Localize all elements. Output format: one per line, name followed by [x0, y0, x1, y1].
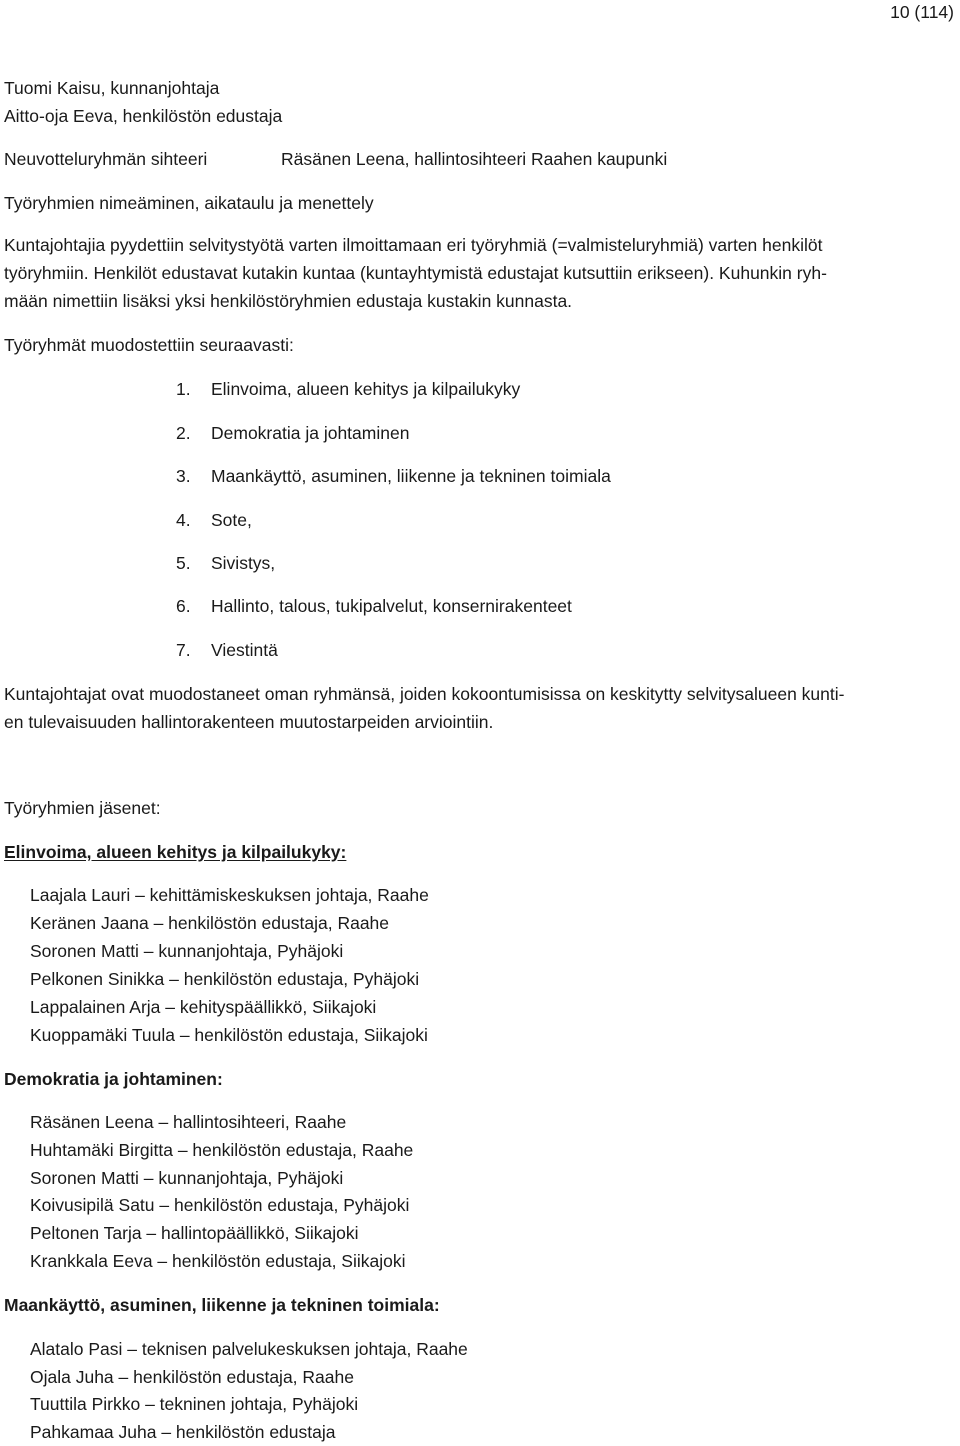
list-number: 6. — [176, 596, 191, 616]
participant-line: Aitto-oja Eeva, henkilöstön edustaja — [4, 106, 283, 126]
member-line: Pelkonen Sinikka – henkilöstön edustaja, Pyhäjoki — [30, 969, 420, 989]
secretary-name: Räsänen Leena, hallintosihteeri Raahen kaupunki — [281, 149, 668, 169]
list-item: Hallinto, talous, tukipalvelut, konsernirakenteet — [211, 596, 572, 616]
group-title: Maankäyttö, asuminen, liikenne ja tekninen toimiala: — [4, 1295, 440, 1315]
members-heading: Työryhmien jäsenet: — [4, 798, 161, 818]
groups-intro: Työryhmät muodostettiin seuraavasti: — [4, 335, 294, 355]
member-line: Krankkala Eeva – henkilöstön edustaja, Siikajoki — [30, 1251, 406, 1271]
member-line: Alatalo Pasi – teknisen palvelukeskuksen johtaja, Raahe — [30, 1339, 468, 1359]
list-number: 4. — [176, 510, 191, 530]
list-number: 3. — [176, 466, 191, 486]
list-item: Elinvoima, alueen kehitys ja kilpailukyky — [211, 379, 521, 399]
group-title: Demokratia ja johtaminen: — [4, 1069, 223, 1089]
list-number: 7. — [176, 640, 191, 660]
member-line: Keränen Jaana – henkilöstön edustaja, Raahe — [30, 913, 390, 933]
paragraph-line: en tulevaisuuden hallintorakenteen muutostarpeiden arviointiin. — [4, 712, 494, 732]
paragraph-line: mään nimettiin lisäksi yksi henkilöstöryhmien edustaja kustakin kunnasta. — [4, 291, 573, 311]
member-line: Pahkamaa Juha – henkilöstön edustaja — [30, 1422, 336, 1442]
list-item: Maankäyttö, asuminen, liikenne ja tekninen toimiala — [211, 466, 611, 486]
list-number: 2. — [176, 423, 191, 443]
member-line: Soronen Matti – kunnanjohtaja, Pyhäjoki — [30, 1168, 344, 1188]
paragraph-line: työryhmiin. Henkilöt edustavat kutakin kuntaa (kuntayhtymistä edustajat kutsuttiin erikseen). Kuhunkin ryh- — [4, 263, 827, 283]
participant-line: Tuomi Kaisu, kunnanjohtaja — [4, 78, 220, 98]
member-line: Peltonen Tarja – hallintopäällikkö, Siikajoki — [30, 1223, 359, 1243]
group-title: Elinvoima, alueen kehitys ja kilpailukyky: — [4, 842, 347, 862]
member-line: Lappalainen Arja – kehityspäällikkö, Siikajoki — [30, 997, 377, 1017]
member-line: Kuoppamäki Tuula – henkilöstön edustaja, Siikajoki — [30, 1025, 428, 1045]
member-line: Koivusipilä Satu – henkilöstön edustaja, Pyhäjoki — [30, 1195, 410, 1215]
list-item: Sote, — [211, 510, 252, 530]
member-line: Laajala Lauri – kehittämiskeskuksen johtaja, Raahe — [30, 885, 429, 905]
page-number: 10 (114) — [890, 2, 954, 22]
member-line: Tuuttila Pirkko – tekninen johtaja, Pyhäjoki — [30, 1394, 359, 1414]
list-item: Viestintä — [211, 640, 278, 660]
list-number: 1. — [176, 379, 191, 399]
member-line: Ojala Juha – henkilöstön edustaja, Raahe — [30, 1367, 354, 1387]
paragraph-line: Kuntajohtajia pyydettiin selvitystyötä varten ilmoittamaan eri työryhmiä (=valmisteluryhmiä) varten henkilöt — [4, 235, 823, 255]
section-heading: Työryhmien nimeäminen, aikataulu ja menettely — [4, 193, 374, 213]
paragraph-line: Kuntajohtajat ovat muodostaneet oman ryhmänsä, joiden kokoontumisissa on keskitytty selvitysalueen kunti- — [4, 684, 845, 704]
secretary-role: Neuvotteluryhmän sihteeri — [4, 149, 208, 169]
member-line: Räsänen Leena – hallintosihteeri, Raahe — [30, 1112, 347, 1132]
member-line: Soronen Matti – kunnanjohtaja, Pyhäjoki — [30, 941, 344, 961]
list-item: Sivistys, — [211, 553, 276, 573]
list-number: 5. — [176, 553, 191, 573]
list-item: Demokratia ja johtaminen — [211, 423, 410, 443]
member-line: Huhtamäki Birgitta – henkilöstön edustaja, Raahe — [30, 1140, 414, 1160]
